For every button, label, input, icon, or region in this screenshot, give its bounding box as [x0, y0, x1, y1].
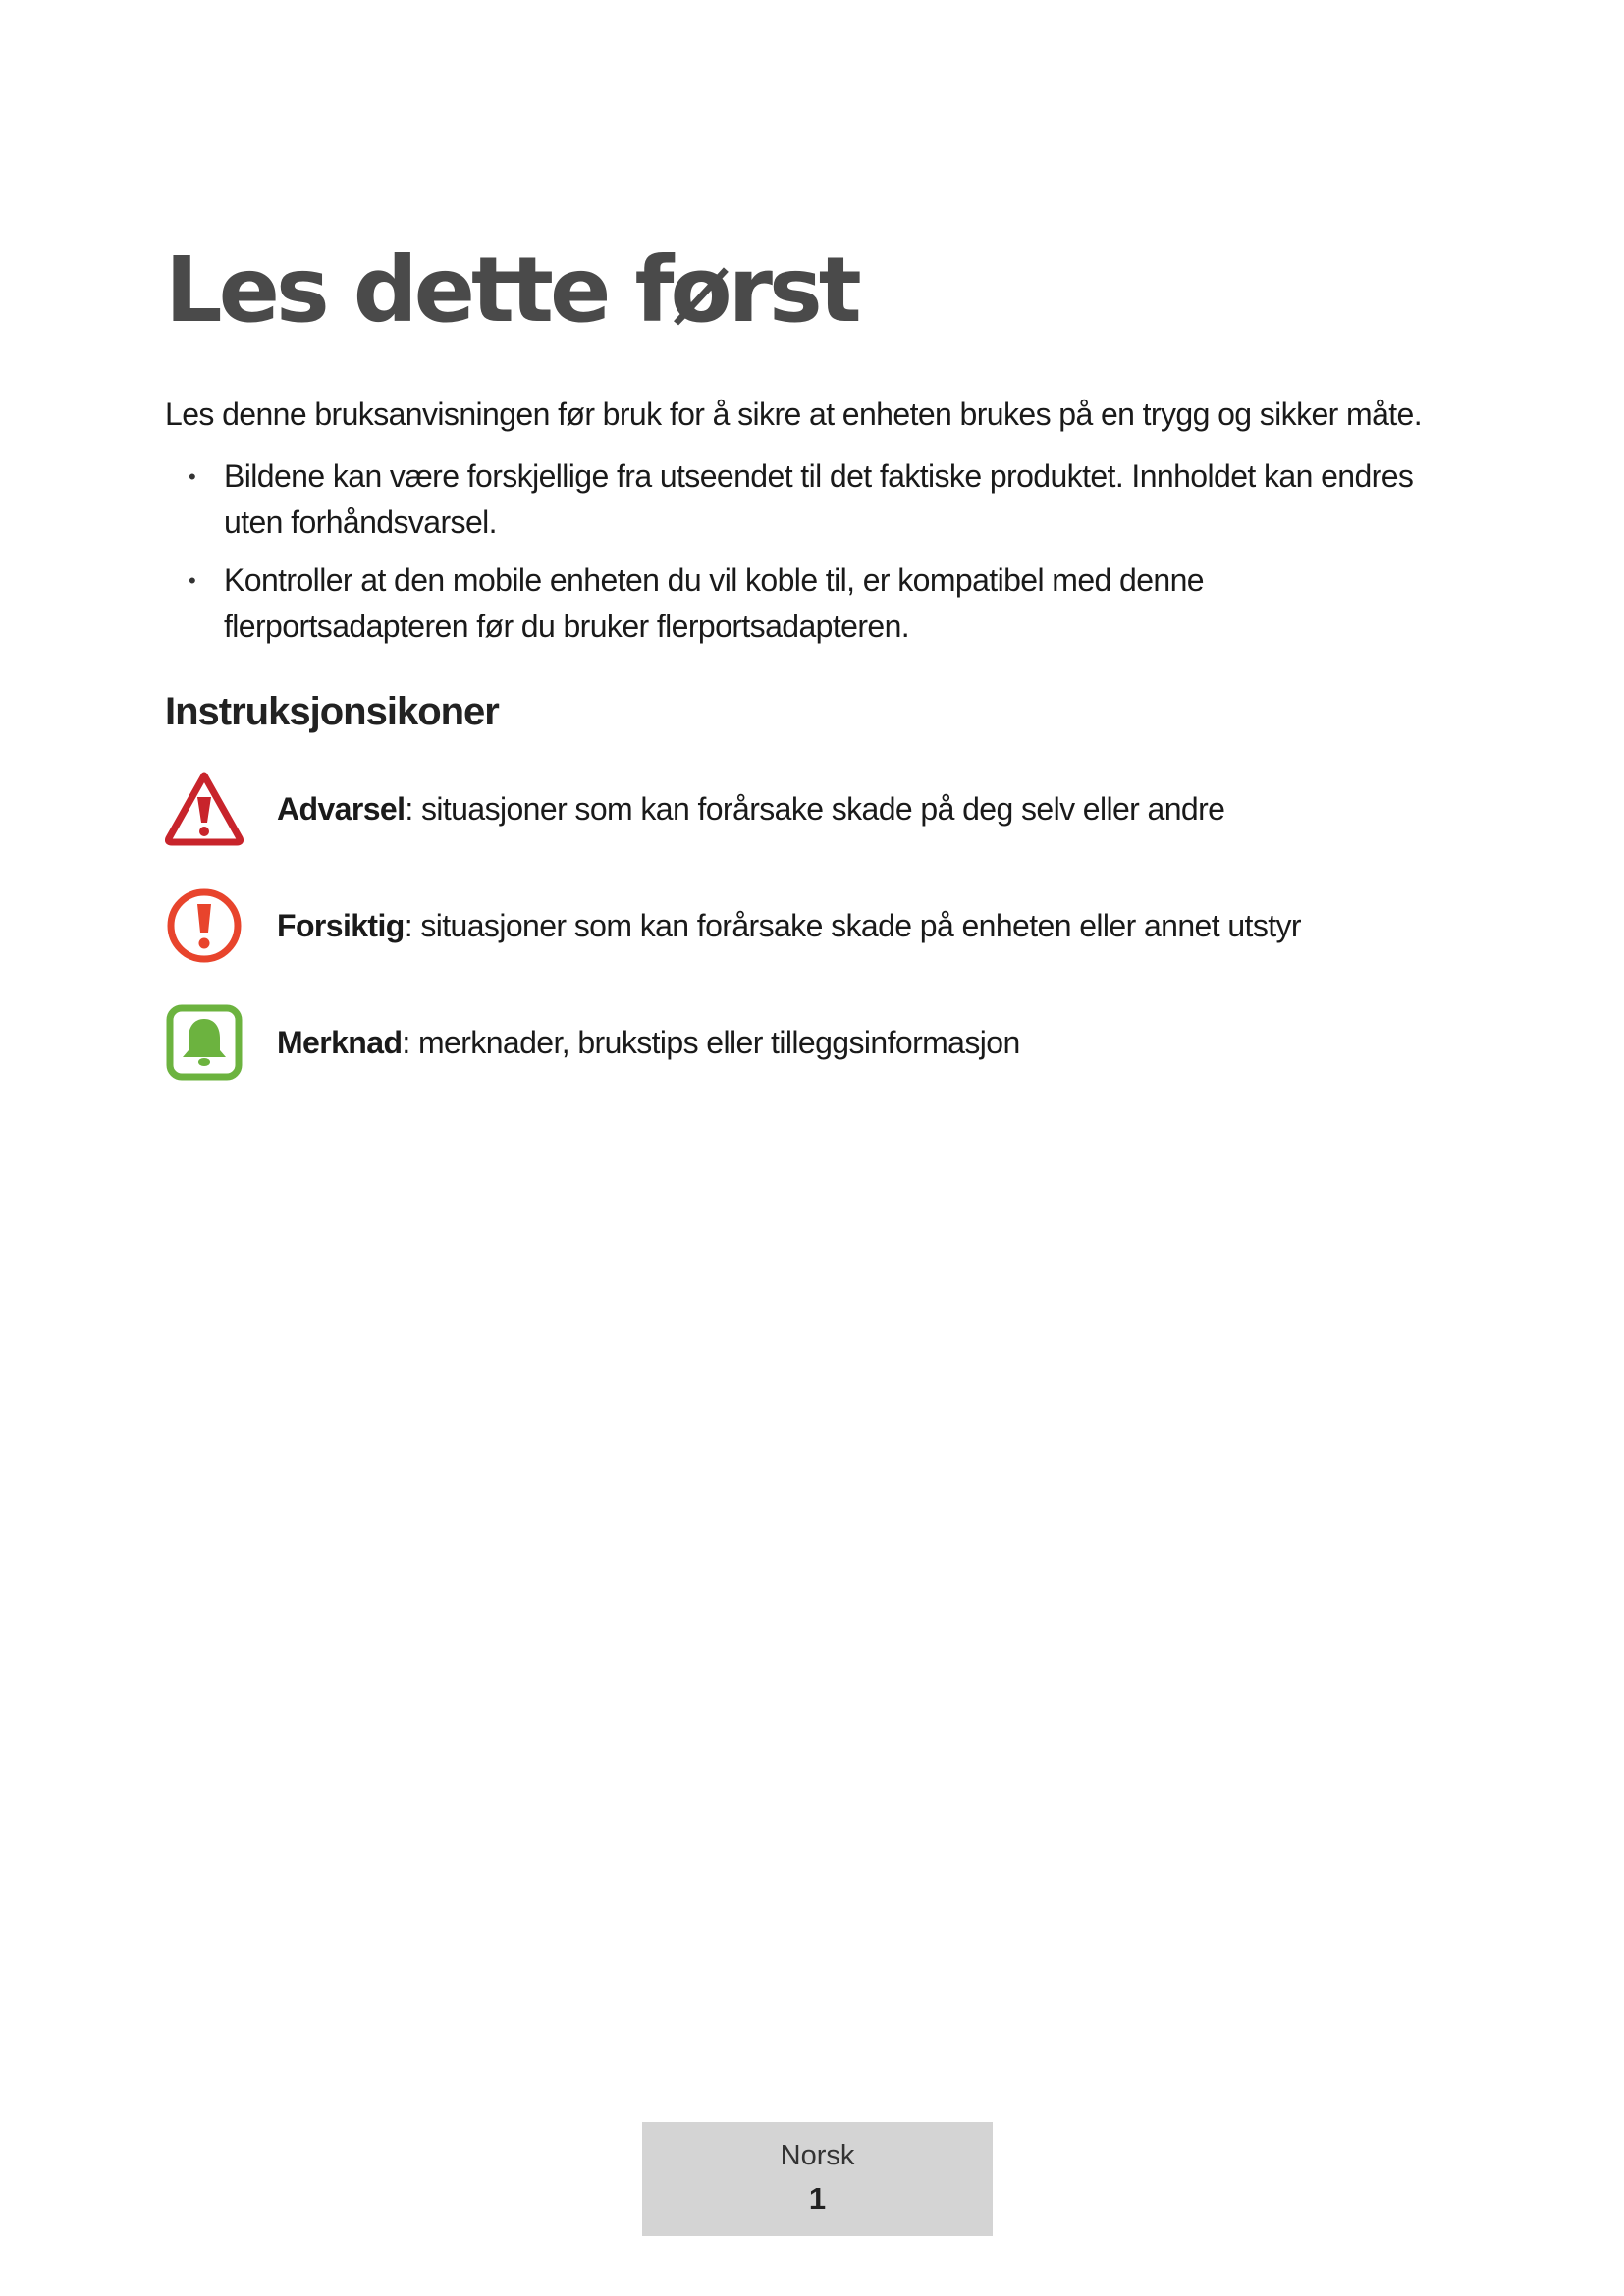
bullet-dot: •	[189, 568, 196, 593]
bullet-item	[165, 454, 1441, 546]
bullet-text: Bildene kan være forskjellige fra utseendet til det faktiske produktet. Innholdet kan endres uten forhåndsvarsel.	[224, 458, 1414, 540]
page-title: Les dette først	[165, 238, 858, 343]
page-footer	[642, 2122, 993, 2236]
bullet-item	[165, 558, 1441, 650]
intro-paragraph: Les denne bruksanvisningen før bruk for å sikre at enheten brukes på en trygg og sikker måte.	[165, 397, 1423, 432]
instruction-description: situasjoner som kan forårsake skade på deg selv eller andre	[412, 791, 1225, 827]
instruction-label: Merknad	[277, 1025, 403, 1060]
section-heading: Instruksjonsikoner	[165, 690, 499, 733]
instruction-row-caution	[165, 886, 1441, 965]
bullet-list	[165, 454, 1441, 662]
caution-circle-icon	[165, 886, 244, 965]
instruction-row-warning	[165, 770, 1441, 848]
instruction-description: merknader, brukstips eller tilleggsinformasjon	[409, 1025, 1020, 1060]
warning-triangle-icon	[165, 770, 244, 848]
footer-language: Norsk	[780, 2140, 855, 2171]
instruction-label: Forsiktig	[277, 908, 405, 943]
instruction-separator: :	[405, 791, 413, 827]
instruction-row-note	[165, 1003, 1441, 1082]
bullet-text: Kontroller at den mobile enheten du vil koble til, er kompatibel med denne flerportsadapteren før du bruker flerportsadapteren.	[224, 562, 1205, 644]
bullet-dot: •	[189, 464, 196, 489]
instruction-description: situasjoner som kan forårsake skade på enheten eller annet utstyr	[412, 908, 1301, 943]
instruction-separator: :	[404, 908, 413, 943]
page-number: 1	[808, 2181, 827, 2216]
instruction-text	[277, 1021, 1020, 1064]
instruction-text	[277, 904, 1301, 947]
instruction-label: Advarsel	[277, 791, 406, 827]
instruction-separator: :	[402, 1025, 410, 1060]
notification-bell-icon	[165, 1003, 244, 1082]
instruction-text	[277, 787, 1224, 830]
